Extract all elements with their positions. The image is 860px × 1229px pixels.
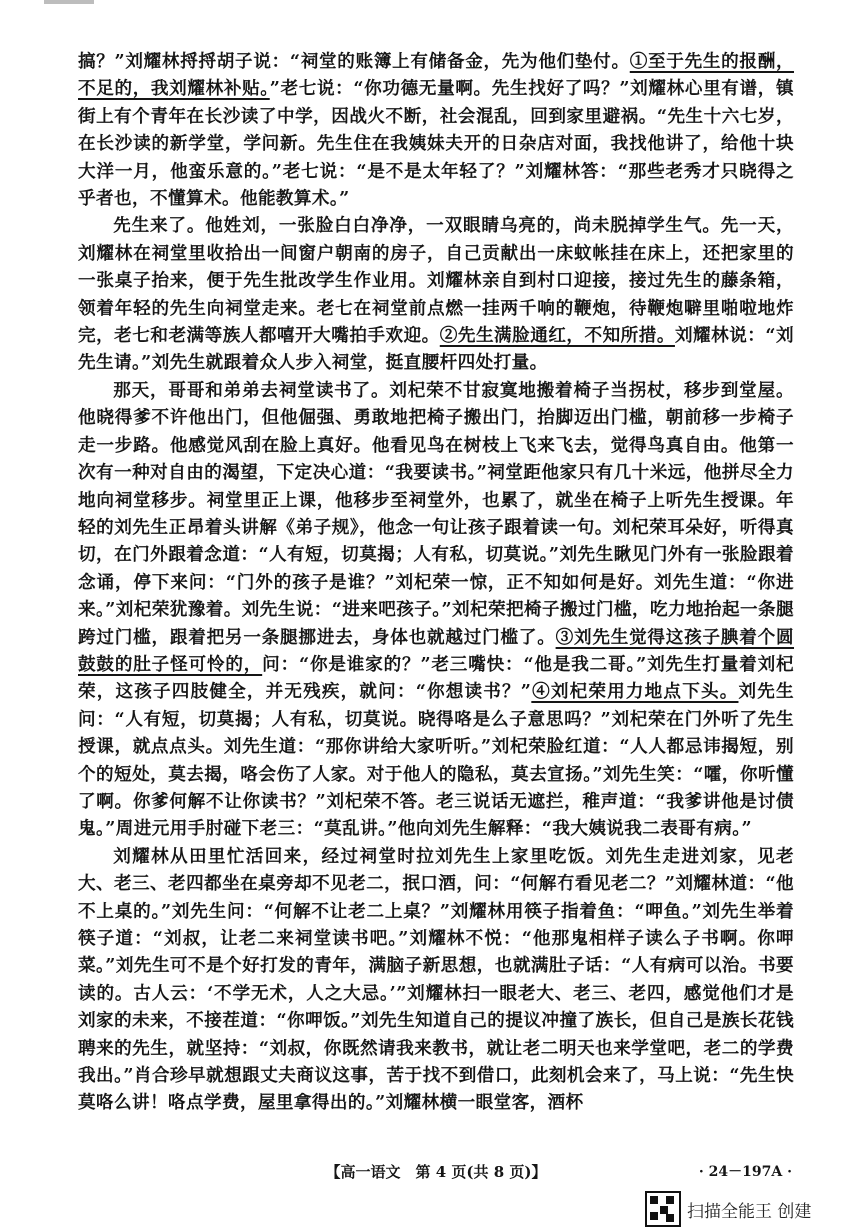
footer-exam-code: · 24－197A · (698, 1164, 792, 1180)
underlined-passage: ③刘先生觉得这孩子腆着个圆鼓鼓的肚子怪可怜的， (78, 626, 795, 675)
text-segment: ”老七说：“你功德无量啊。先生找好了吗？”刘耀林心里有谱，镇街上有个青年在长沙读了中学，因战火不断，社会混乱，回到家里避祸。“先生十六七岁，在长沙读的新学堂，学问新。先生住在我姨妹夫开的日杂店对面，我找他讲了，给他十块大洋一月，他蛮乐意的。”老七说：“是不是太年轻了？”刘耀林答：“那些老秀才只晓得之乎者也，不懂算术。他能教算术。” (78, 78, 794, 210)
scan-edge-mark (44, 0, 94, 4)
underlined-passage: ①至于先生的报酬，不足的，我刘耀林补贴。 (78, 51, 794, 100)
page-footer (78, 1161, 794, 1185)
paragraph (78, 212, 794, 376)
text-segment: 刘耀林说：“刘先生请。”刘先生就跟着众人步入祠堂，挺直腰杆四处打量。 (78, 325, 794, 374)
underlined-passage: ②先生满脸通红，不知所措。 (439, 325, 675, 347)
text-segment: 刘先生问：“人有短，切莫揭；人有私，切莫说。晓得咯是么子意思吗？”刘杞荣在门外听了先生授课，就点点头。刘先生道：“那你讲给大家听听。”刘杞荣脸红道：“人人都忌讳揭短，别个的短处，莫去揭，咯会伤了人家。对于他人的隐私，莫去宣扬。”刘先生笑：“嚯，你听懂了啊。你爹何解不让你读书？”刘杞荣不答。老三说话无遮拦，稚声道：“我爹讲他是讨债鬼。”周进元用手肘碰下老三：“莫乱讲。”他向刘先生解释：“我大姨说我二表哥有病。” (78, 681, 795, 840)
footer-page-label: 【高一语文 第 4 页(共 8 页)】 (325, 1163, 547, 1181)
paragraph (78, 48, 794, 212)
text-segment: 刘耀林从田里忙活回来，经过祠堂时拉刘先生上家里吃饭。刘先生走进刘家，见老大、老三、老四都坐在桌旁却不见老二，抿口酒，问：“何解冇看见老二？”刘耀林道：“他不上桌的。”刘先生问：“何解不让老二上桌？”刘耀林用筷子指着鱼：“呷鱼。”刘先生举着筷子道：“刘叔，让老二来祠堂读书吧。”刘耀林不悦：“他那鬼相样子读么子书啊。你呷菜。”刘先生可不是个好打发的青年，满脑子新思想，也就满肚子话：“人有病可以治。书要读的。古人云：‘不学无术，人之大忌。’”刘耀林扫一眼老大、老三、老四，感觉他们才是刘家的未来，不接茬道：“你呷饭。”刘先生知道自己的提议冲撞了族长，但自己是族长花钱聘来的先生，就坚持：“刘叔，你既然请我来教书，就让老二明天也来学堂吧，老二的学费我出。”肖合珍早就想跟丈夫商议这事，苦于找不到借口，此刻机会来了，马上说：“先生快莫咯么讲！咯点学费，屋里拿得出的。”刘耀林横一眼堂客，酒杯 (78, 845, 794, 1114)
text-segment: 问：“你是谁家的？”老三嘴快：“他是我二哥。”刘先生打量着刘杞荣，这孩子四肢健全，并无残疾，就问：“你想读书？” (78, 653, 794, 703)
document-body (78, 48, 794, 1117)
watermark-text: 扫描全能王 创建 (687, 1201, 812, 1222)
scanner-watermark (645, 1189, 811, 1229)
paragraph (78, 377, 794, 843)
text-segment: 先生来了。他姓刘，一张脸白白净净，一双眼睛乌亮的，尚未脱掉学生气。先一天，刘耀林在祠堂里收拾出一间窗户朝南的房子，自己贡献出一床蚊帐挂在床上，还把家里的一张桌子抬来，便于先生批改学生作业用。刘耀林亲自到村口迎接，接过先生的藤条箱，领着年轻的先生向祠堂走来。老七在祠堂前点燃一挂两千响的鞭炮，待鞭炮噼里啪啦地炸完，老七和老满等族人都嘻开大嘴拍手欢迎。 (78, 215, 794, 347)
paragraph (78, 843, 794, 1117)
text-segment: 那天，哥哥和弟弟去祠堂读书了。刘杞荣不甘寂寞地搬着椅子当拐杖，移步到堂屋。他晓得爹不许他出门，但他倔强、勇敢地把椅子搬出门，抬脚迈出门槛，朝前移一步椅子走一步路。他感觉风刮在脸上真好。他看见鸟在树枝上飞来飞去，觉得鸟真自由。他第一次有一种对自由的渴望，下定决心道：“我要读书。”祠堂距他家只有几十米远，他拼尽全力地向祠堂移步。祠堂里正上课，他移步至祠堂外，也累了，就坐在椅子上听先生授课。年轻的刘先生正昂着头讲解《弟子规》，他念一句让孩子跟着读一句。刘杞荣耳朵好，听得真切，在门外跟着念道：“人有短，切莫揭；人有私，切莫说。”刘先生瞅见门外有一张脸跟着念诵，停下来问：“门外的孩子是谁？”刘杞荣一惊，正不知如何是好。刘先生道：“你进来。”刘杞荣犹豫着。刘先生说：“进来吧孩子。”刘杞荣把椅子搬过门槛，吃力地抬起一条腿跨过门槛，跟着把另一条腿挪进去，身体也就越过门槛了。 (78, 379, 794, 648)
underlined-passage: ④刘杞荣用力地点下头。 (531, 681, 739, 703)
text-segment: 搞？”刘耀林捋捋胡子说：“祠堂的账簿上有储备金，先为他们垫付。 (78, 51, 630, 72)
qr-code-icon (645, 1191, 681, 1227)
